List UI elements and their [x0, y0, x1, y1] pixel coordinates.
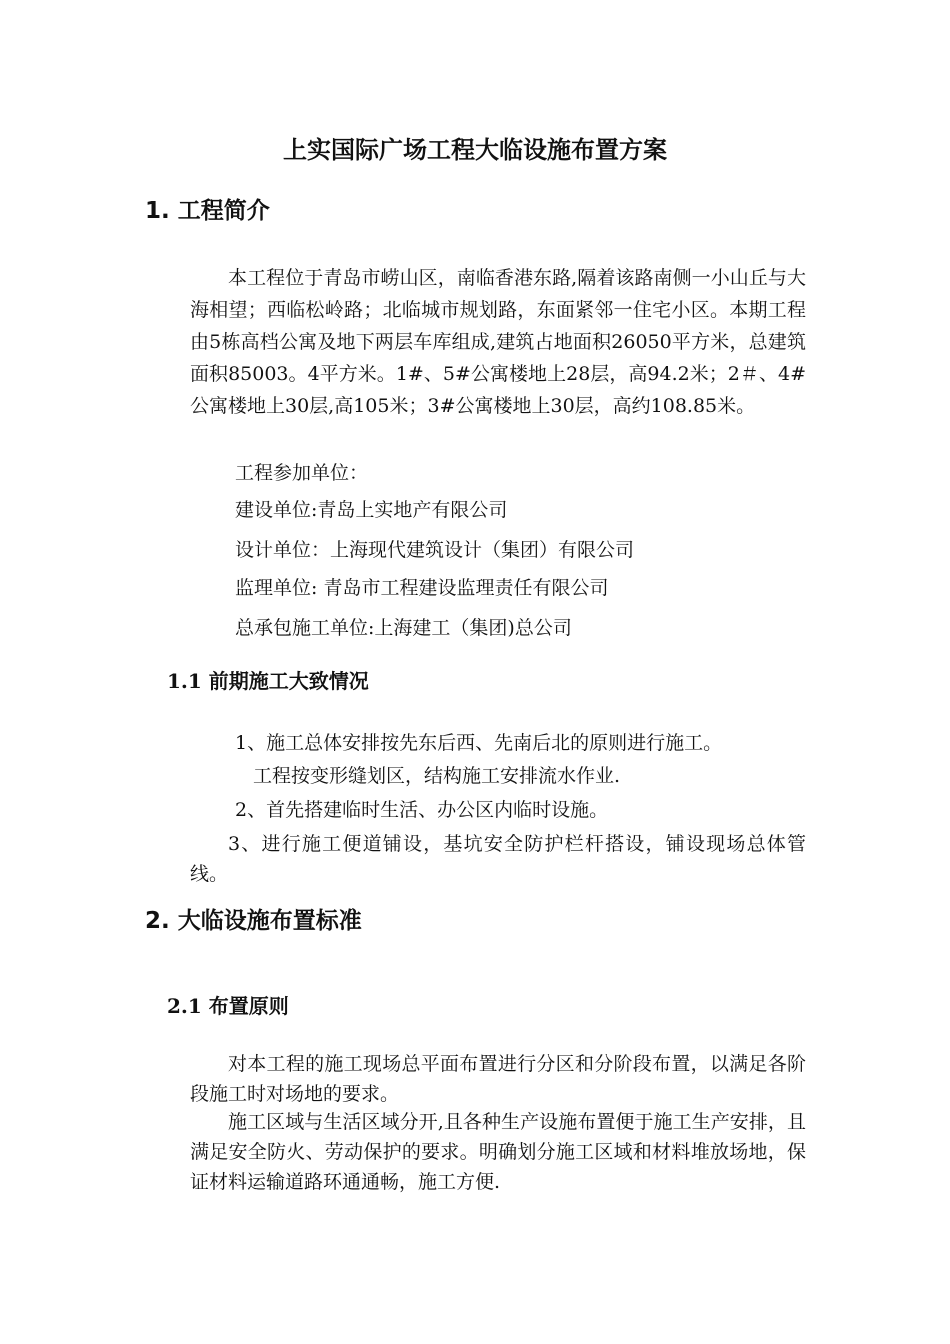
project-intro-paragraph: 本工程位于青岛市崂山区，南临香港东路,隔着该路南侧一小山丘与大海相望；西临松岭路；北临城市规划路，东面紧邻一住宅小区。本期工程由5栋高档公寓及地下两层车库组成,建筑占地面积26050平方米，总建筑面积85003。4平方米。1#、5#公寓楼地上28层，高94.2米；2＃、4#公寓楼地上30层,高105米；3#公寓楼地上30层，高约108.85米。 [190, 267, 806, 417]
layout-principle-paragraph-1: 对本工程的施工现场总平面布置进行分区和分阶段布置，以满足各阶段施工时对场地的要求。 [190, 1053, 806, 1105]
layout-principle-paragraph-2: 施工区域与生活区域分开,且各种生产设施布置便于施工生产安排，且满足安全防火、劳动保护的要求。明确划分施工区域和材料堆放场地，保证材料运输道路环通通畅，施工方便. [190, 1111, 806, 1193]
section-2-1-heading: 2.1 布置原则 [167, 994, 289, 1018]
construction-item-3: 3、进行施工便道铺设，基坑安全防护栏杆搭设，铺设现场总体管线。 [190, 833, 806, 885]
construction-item-1: 1、施工总体安排按先东后西、先南后北的原则进行施工。 [235, 732, 723, 754]
construction-item-1-continued: 工程按变形缝划区，结构施工安排流水作业. [253, 765, 621, 787]
section-2-heading: 2. 大临设施布置标准 [145, 908, 362, 934]
section-1-heading: 1. 工程简介 [145, 198, 270, 224]
document-title: 上实国际广场工程大临设施布置方案 [283, 136, 667, 164]
participants-label: 工程参加单位： [235, 462, 369, 484]
contractor-line: 总承包施工单位:上海建工（集团)总公司 [235, 617, 572, 639]
builder-line: 建设单位:青岛上实地产有限公司 [235, 499, 508, 521]
supervisor-line: 监理单位: 青岛市工程建设监理责任有限公司 [235, 577, 609, 599]
section-1-1-heading: 1.1 前期施工大致情况 [167, 669, 369, 693]
construction-item-2: 2、首先搭建临时生活、办公区内临时设施。 [235, 799, 609, 821]
designer-line: 设计单位：上海现代建筑设计（集团）有限公司 [235, 539, 635, 561]
